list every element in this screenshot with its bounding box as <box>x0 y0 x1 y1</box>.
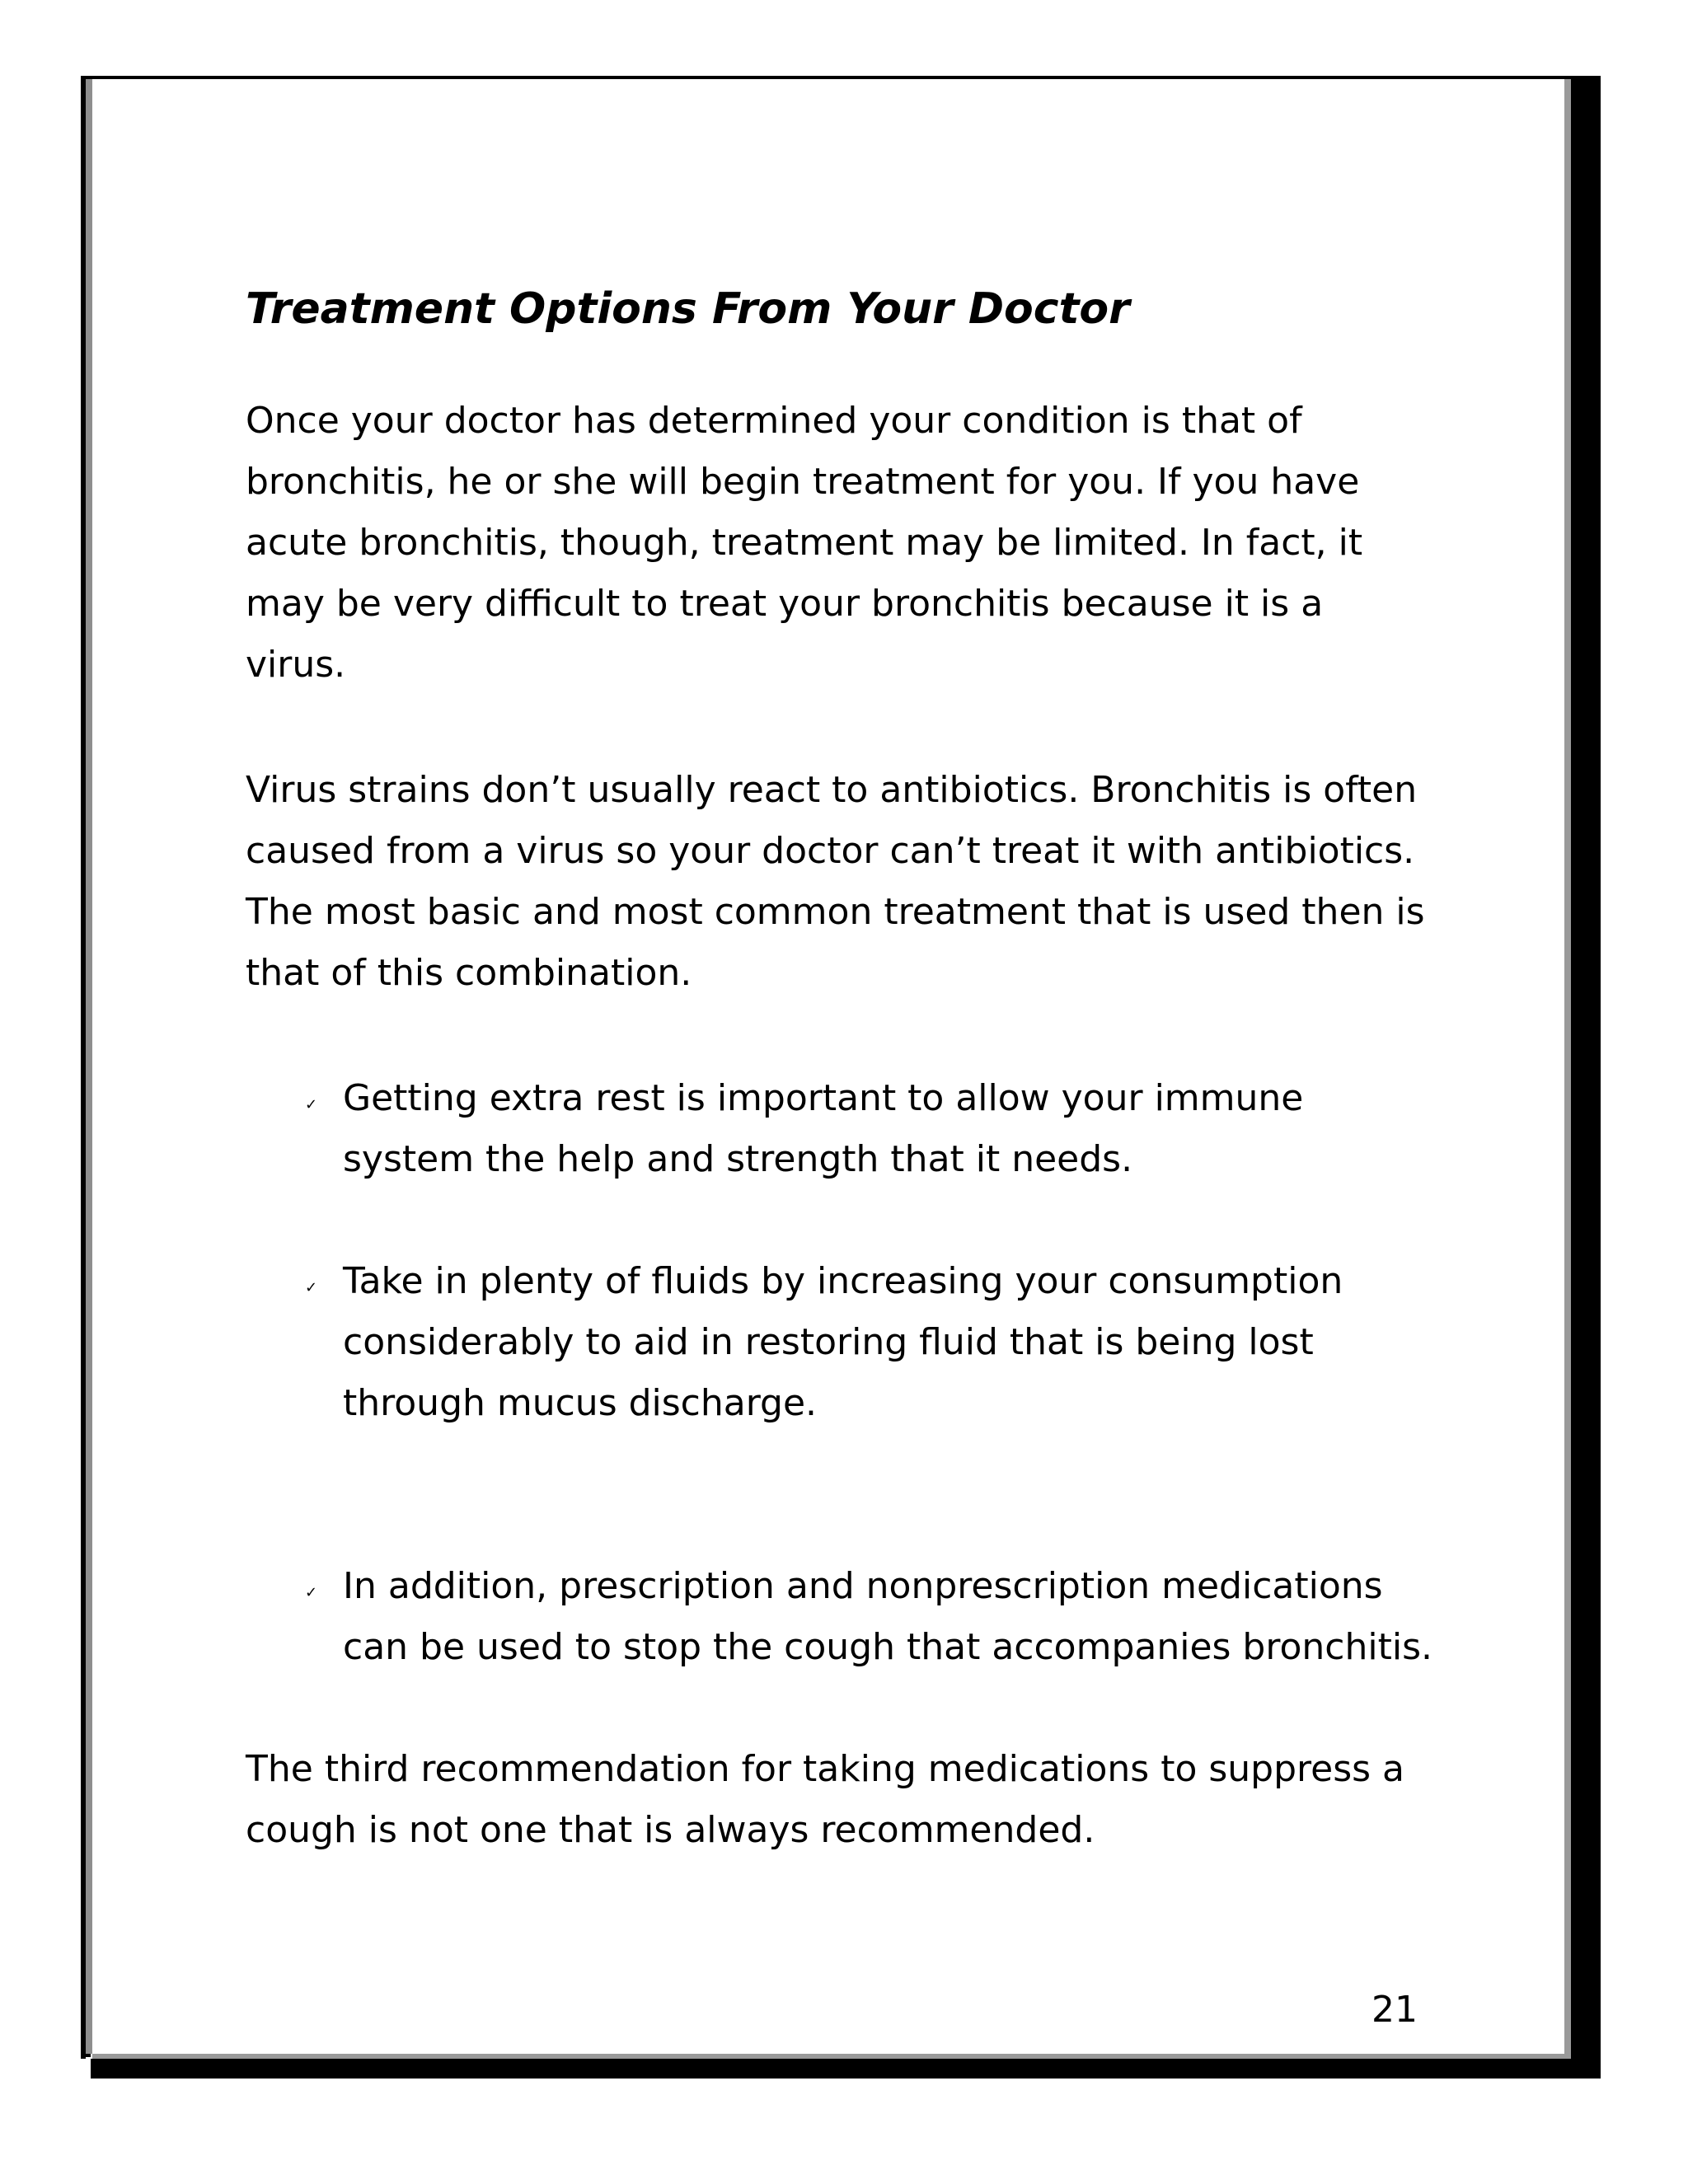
list-item <box>246 1251 1432 1434</box>
page-shadow-right <box>1571 76 1601 2079</box>
list-item-text: Take in plenty of fluids by increasing your consumption considerably to aid in restoring fluid that is being lost through mucus discharge. <box>343 1260 1343 1424</box>
list-item <box>246 1556 1432 1678</box>
page-content <box>246 280 1432 1925</box>
section-title: Treatment Options From Your Doctor <box>246 284 1130 334</box>
check-icon: ✓ <box>305 1096 318 1113</box>
check-icon: ✓ <box>305 1279 318 1296</box>
page-border-corner <box>81 2054 91 2057</box>
list-item-text: In addition, prescription and nonprescription medications can be used to stop the cough that accompanies bronchitis. <box>343 1565 1432 1668</box>
page-number: 21 <box>1372 1989 1418 2031</box>
treatment-list <box>246 1068 1432 1678</box>
page-shadow-bottom <box>91 2059 1601 2079</box>
list-item-text: Getting extra rest is important to allow your immune system the help and strength that it needs. <box>343 1077 1304 1180</box>
page-border-left-shade <box>86 79 92 2054</box>
list-item <box>246 1068 1432 1190</box>
intro-paragraph: Once your doctor has determined your condition is that of bronchitis, he or she will begin treatment for you. If you have acute bronchitis, though, treatment may be limited. In fact, it may be very difficult to treat your bronchitis because it is a virus. <box>246 400 1363 686</box>
page-border-right-shade <box>1564 79 1571 2054</box>
check-icon: ✓ <box>305 1584 318 1601</box>
closing-paragraph: The third recommendation for taking medications to suppress a cough is not one that is always recommended. <box>246 1748 1405 1851</box>
virus-paragraph: Virus strains don’t usually react to antibiotics. Bronchitis is often caused from a virus so your doctor can’t treat it with antibiotics. The most basic and most common treatment that is used then is that of this combination. <box>246 769 1425 994</box>
page-border-top <box>81 76 1596 79</box>
